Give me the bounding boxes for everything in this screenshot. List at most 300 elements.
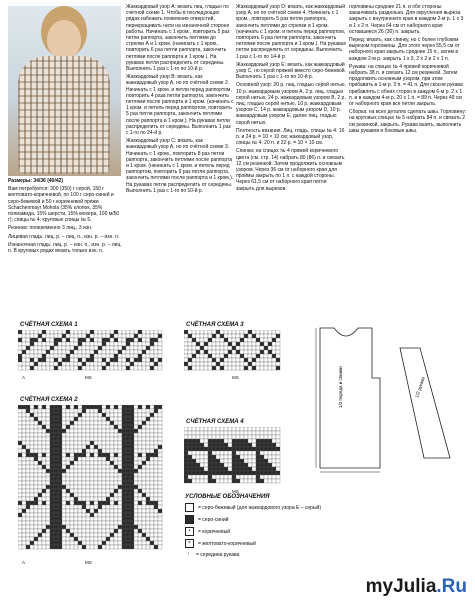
chart-cell	[46, 417, 50, 421]
chart-cell	[22, 417, 26, 421]
chart-cell	[224, 443, 228, 447]
chart-cell	[90, 533, 94, 537]
chart-cell	[122, 453, 126, 457]
chart-cell	[260, 362, 264, 366]
chart-cell	[50, 417, 54, 421]
chart-cell	[90, 334, 94, 338]
chart-cell	[248, 475, 252, 479]
chart-cell	[276, 366, 280, 370]
chart-cell	[118, 505, 122, 509]
chart-cell	[58, 489, 62, 493]
chart-cell	[98, 441, 102, 445]
chart-cell	[188, 439, 192, 443]
chart-cell	[86, 529, 90, 533]
chart-cell	[74, 537, 78, 541]
chart-cell	[256, 427, 260, 431]
chart-cell	[130, 489, 134, 493]
chart-cell	[18, 421, 22, 425]
chart-cell	[114, 334, 118, 338]
chart-cell	[42, 509, 46, 513]
chart-cell	[86, 346, 90, 350]
half-sleeve-label: 1/2 рукава	[414, 376, 426, 399]
chart-cell	[70, 413, 74, 417]
chart-cell	[184, 471, 188, 475]
chart-1-title: СЧЁТНАЯ СХЕМА 1	[20, 322, 78, 328]
chart-cell	[62, 513, 66, 517]
chart-cell	[34, 441, 38, 445]
chart-cell	[102, 445, 106, 449]
chart-cell	[94, 509, 98, 513]
chart-cell	[98, 517, 102, 521]
chart-cell	[70, 509, 74, 513]
chart-cell	[38, 330, 42, 334]
chart-cell	[78, 501, 82, 505]
chart-cell	[130, 449, 134, 453]
chart-cell	[42, 541, 46, 545]
chart-cell	[130, 517, 134, 521]
chart-cell	[256, 443, 260, 447]
chart-cell	[78, 481, 82, 485]
chart-cell	[204, 435, 208, 439]
chart-cell	[208, 330, 212, 334]
chart-cell	[94, 533, 98, 537]
chart-cell	[276, 459, 280, 463]
chart-cell	[134, 489, 138, 493]
chart-cell	[74, 346, 78, 350]
chart-cell	[236, 455, 240, 459]
chart-cell	[146, 457, 150, 461]
chart-cell	[102, 509, 106, 513]
chart-cell	[192, 435, 196, 439]
chart-cell	[18, 334, 22, 338]
chart-cell	[150, 533, 154, 537]
chart-cell	[236, 463, 240, 467]
legend-item	[185, 527, 355, 536]
chart-cell	[184, 455, 188, 459]
chart-cell	[196, 431, 200, 435]
chart-cell	[22, 541, 26, 545]
chart-cell	[118, 413, 122, 417]
chart-cell	[200, 346, 204, 350]
text-column-2	[126, 4, 234, 196]
chart-cell	[118, 469, 122, 473]
chart-cell	[110, 541, 114, 545]
chart-cell	[130, 334, 134, 338]
chart-cell	[102, 330, 106, 334]
chart-cell	[106, 441, 110, 445]
chart-cell	[146, 473, 150, 477]
chart-cell	[102, 489, 106, 493]
chart-cell	[192, 459, 196, 463]
chart-cell	[150, 537, 154, 541]
chart-cell	[192, 467, 196, 471]
chart-cell	[30, 537, 34, 541]
chart-cell	[110, 334, 114, 338]
chart-cell	[78, 338, 82, 342]
chart-cell	[94, 505, 98, 509]
chart-cell	[224, 447, 228, 451]
chart-cell	[114, 346, 118, 350]
chart-cell	[34, 465, 38, 469]
chart-cell	[98, 429, 102, 433]
chart-cell	[94, 501, 98, 505]
chart-cell	[248, 435, 252, 439]
chart-cell	[66, 409, 70, 413]
chart-cell	[110, 537, 114, 541]
chart-cell	[138, 338, 142, 342]
chart-cell	[130, 417, 134, 421]
chart-cell	[126, 525, 130, 529]
chart-cell	[98, 417, 102, 421]
chart-cell	[114, 465, 118, 469]
chart-cell	[22, 346, 26, 350]
chart-cell	[158, 489, 162, 493]
chart-cell	[256, 342, 260, 346]
chart-cell	[126, 429, 130, 433]
chart-cell	[18, 521, 22, 525]
chart-cell	[228, 479, 232, 483]
chart-cell	[78, 457, 82, 461]
chart-cell	[22, 501, 26, 505]
chart-cell	[90, 509, 94, 513]
chart-cell	[126, 465, 130, 469]
chart-cell	[30, 330, 34, 334]
chart-cell	[126, 509, 130, 513]
chart-cell	[110, 409, 114, 413]
chart-cell	[142, 485, 146, 489]
chart-cell	[150, 433, 154, 437]
chart-cell	[26, 358, 30, 362]
chart-cell	[78, 354, 82, 358]
chart-cell	[82, 342, 86, 346]
chart-cell	[62, 362, 66, 366]
chart-cell	[18, 358, 22, 362]
chart-cell	[208, 467, 212, 471]
chart-cell	[58, 501, 62, 505]
chart-cell	[142, 473, 146, 477]
chart-cell	[42, 517, 46, 521]
chart-cell	[260, 447, 264, 451]
chart-cell	[150, 366, 154, 370]
chart-cell	[122, 513, 126, 517]
chart-cell	[26, 529, 30, 533]
chart-cell	[200, 358, 204, 362]
chart-cell	[134, 334, 138, 338]
chart-cell	[142, 342, 146, 346]
chart-cell	[110, 513, 114, 517]
chart-cell	[102, 497, 106, 501]
chart-cell	[50, 433, 54, 437]
chart-cell	[134, 485, 138, 489]
chart-cell	[90, 362, 94, 366]
chart-cell	[98, 421, 102, 425]
chart-cell	[42, 409, 46, 413]
chart-cell	[82, 425, 86, 429]
chart-cell	[204, 338, 208, 342]
chart-cell	[82, 441, 86, 445]
chart-cell	[150, 421, 154, 425]
chart-cell	[134, 421, 138, 425]
chart-cell	[154, 529, 158, 533]
chart-cell	[216, 350, 220, 354]
chart-cell	[126, 461, 130, 465]
chart-cell	[26, 501, 30, 505]
chart-cell	[138, 449, 142, 453]
chart-cell	[134, 354, 138, 358]
chart-cell	[188, 362, 192, 366]
chart-cell	[78, 421, 82, 425]
chart-cell	[264, 443, 268, 447]
chart-cell	[82, 405, 86, 409]
chart-cell	[200, 467, 204, 471]
chart-cell	[126, 469, 130, 473]
chart-cell	[204, 358, 208, 362]
chart-cell	[256, 467, 260, 471]
chart-cell	[38, 429, 42, 433]
chart-cell	[188, 451, 192, 455]
chart-cell	[272, 471, 276, 475]
chart-cell	[102, 545, 106, 549]
chart-cell	[192, 475, 196, 479]
chart-cell	[138, 481, 142, 485]
chart-cell	[106, 485, 110, 489]
chart-cell	[150, 497, 154, 501]
chart-cell	[62, 433, 66, 437]
chart-cell	[200, 427, 204, 431]
chart-cell	[90, 417, 94, 421]
chart-cell	[224, 475, 228, 479]
chart-cell	[220, 475, 224, 479]
chart-cell	[70, 409, 74, 413]
chart-cell	[114, 521, 118, 525]
chart-cell	[146, 330, 150, 334]
chart-cell	[94, 421, 98, 425]
chart-cell	[196, 455, 200, 459]
chart-cell	[98, 449, 102, 453]
chart-cell	[102, 334, 106, 338]
chart-cell	[22, 517, 26, 521]
chart-cell	[106, 413, 110, 417]
chart-cell	[110, 433, 114, 437]
chart-cell	[54, 505, 58, 509]
chart-cell	[114, 497, 118, 501]
chart-cell	[106, 346, 110, 350]
chart-cell	[50, 481, 54, 485]
chart-cell	[42, 346, 46, 350]
chart-cell	[158, 477, 162, 481]
chart-cell	[90, 350, 94, 354]
chart-cell	[106, 517, 110, 521]
chart-cell	[46, 521, 50, 525]
chart-cell	[122, 421, 126, 425]
chart-cell	[264, 431, 268, 435]
chart-cell	[256, 451, 260, 455]
chart-cell	[18, 441, 22, 445]
chart-cell	[236, 350, 240, 354]
chart-cell	[220, 338, 224, 342]
chart-cell	[252, 342, 256, 346]
chart-cell	[110, 485, 114, 489]
chart-cell	[118, 517, 122, 521]
chart-cell	[184, 447, 188, 451]
chart-cell	[30, 481, 34, 485]
chart-cell	[90, 457, 94, 461]
chart-cell	[134, 497, 138, 501]
chart-cell	[236, 358, 240, 362]
chart-cell	[118, 509, 122, 513]
chart-cell	[138, 425, 142, 429]
chart-cell	[150, 529, 154, 533]
chart-cell	[212, 431, 216, 435]
chart-cell	[62, 497, 66, 501]
chart-cell	[272, 342, 276, 346]
chart-cell	[58, 413, 62, 417]
chart-cell	[134, 457, 138, 461]
chart-cell	[118, 473, 122, 477]
chart-cell	[50, 429, 54, 433]
chart-cell	[260, 334, 264, 338]
chart-cell	[130, 421, 134, 425]
chart-cell	[272, 435, 276, 439]
chart-cell	[212, 435, 216, 439]
chart-cell	[70, 469, 74, 473]
chart-cell	[90, 421, 94, 425]
chart-cell	[272, 366, 276, 370]
chart-cell	[122, 338, 126, 342]
chart-cell	[70, 529, 74, 533]
chart-cell	[244, 366, 248, 370]
chart-cell	[46, 409, 50, 413]
chart-cell	[142, 437, 146, 441]
chart-cell	[142, 346, 146, 350]
chart-cell	[138, 497, 142, 501]
chart-cell	[118, 489, 122, 493]
chart-cell	[42, 425, 46, 429]
chart-cell	[126, 537, 130, 541]
chart-cell	[42, 437, 46, 441]
chart-cell	[150, 429, 154, 433]
chart-cell	[228, 447, 232, 451]
chart-cell	[256, 346, 260, 350]
chart-cell	[70, 481, 74, 485]
chart-cell	[188, 475, 192, 479]
chart-cell	[220, 463, 224, 467]
chart-cell	[150, 405, 154, 409]
chart-cell	[188, 467, 192, 471]
chart-cell	[154, 350, 158, 354]
chart-cell	[50, 346, 54, 350]
chart-cell	[98, 485, 102, 489]
chart-cell	[264, 479, 268, 483]
chart-cell	[268, 475, 272, 479]
chart-cell	[118, 354, 122, 358]
chart-cell	[102, 517, 106, 521]
chart-cell	[264, 338, 268, 342]
chart-cell	[90, 469, 94, 473]
chart-cell	[54, 342, 58, 346]
chart-cell	[228, 334, 232, 338]
chart-cell	[126, 517, 130, 521]
chart-cell	[74, 362, 78, 366]
chart-cell	[82, 525, 86, 529]
jacquard-a-text: Жаккардовый узор А: вязать лиц. гладью по счётной схеме 1. Чтобы в последующих рядах избежать появления отверстий, перекрещивать нити на изнаночной стороне работы. Начинать с 1 кром., повторить 5 раз петли раппорта, закончить петлями до стрелки А и 1 кром. (начинать с 1 кром., повторить 6 раз петли раппорта, закончить петлями после раппорта и 1 кром.). На рукавах петли распределить от середины. Выполнить 1 раз с 1-го по 10-й р.	[126, 4, 230, 73]
chart-cell	[46, 505, 50, 509]
chart-cell	[154, 433, 158, 437]
chart-cell	[82, 330, 86, 334]
chart-cell	[134, 417, 138, 421]
chart-cell	[196, 334, 200, 338]
chart-cell	[78, 473, 82, 477]
chart-cell	[252, 366, 256, 370]
chart-cell	[102, 437, 106, 441]
chart-cell	[102, 513, 106, 517]
chart-cell	[94, 537, 98, 541]
chart-cell	[138, 521, 142, 525]
chart-cell	[212, 354, 216, 358]
chart-cell	[66, 421, 70, 425]
chart-cell	[66, 350, 70, 354]
chart-cell	[74, 429, 78, 433]
chart-cell	[114, 338, 118, 342]
chart-cell	[18, 330, 22, 334]
chart-cell	[196, 471, 200, 475]
chart-cell	[228, 346, 232, 350]
chart-cell	[130, 437, 134, 441]
chart-cell	[122, 521, 126, 525]
chart-cell	[158, 485, 162, 489]
chart-cell	[208, 443, 212, 447]
chart-cell	[122, 469, 126, 473]
chart-cell	[192, 330, 196, 334]
chart-cell	[86, 533, 90, 537]
chart-cell	[38, 513, 42, 517]
chart-cell	[252, 479, 256, 483]
chart-cell	[240, 455, 244, 459]
chart-cell	[212, 346, 216, 350]
legend	[185, 494, 355, 561]
chart-cell	[30, 525, 34, 529]
chart-cell	[142, 489, 146, 493]
chart-cell	[150, 485, 154, 489]
chart-cell	[22, 525, 26, 529]
chart-cell	[38, 342, 42, 346]
chart-cell	[50, 350, 54, 354]
chart-cell	[86, 457, 90, 461]
chart-cell	[142, 413, 146, 417]
chart-cell	[150, 417, 154, 421]
chart-cell	[204, 350, 208, 354]
chart-cell	[130, 501, 134, 505]
chart-cell	[142, 517, 146, 521]
chart-cell	[114, 429, 118, 433]
chart-cell	[114, 481, 118, 485]
chart-cell	[188, 447, 192, 451]
chart-cell	[70, 342, 74, 346]
chart-cell	[62, 429, 66, 433]
chart-cell	[58, 417, 62, 421]
chart-cell	[94, 541, 98, 545]
chart-cell	[90, 342, 94, 346]
chart-cell	[86, 441, 90, 445]
chart-cell	[130, 469, 134, 473]
chart-cell	[114, 453, 118, 457]
chart-cell	[118, 342, 122, 346]
chart-cell	[154, 441, 158, 445]
chart-cell	[102, 477, 106, 481]
chart-cell	[158, 501, 162, 505]
chart-cell	[118, 433, 122, 437]
chart-cell	[122, 461, 126, 465]
